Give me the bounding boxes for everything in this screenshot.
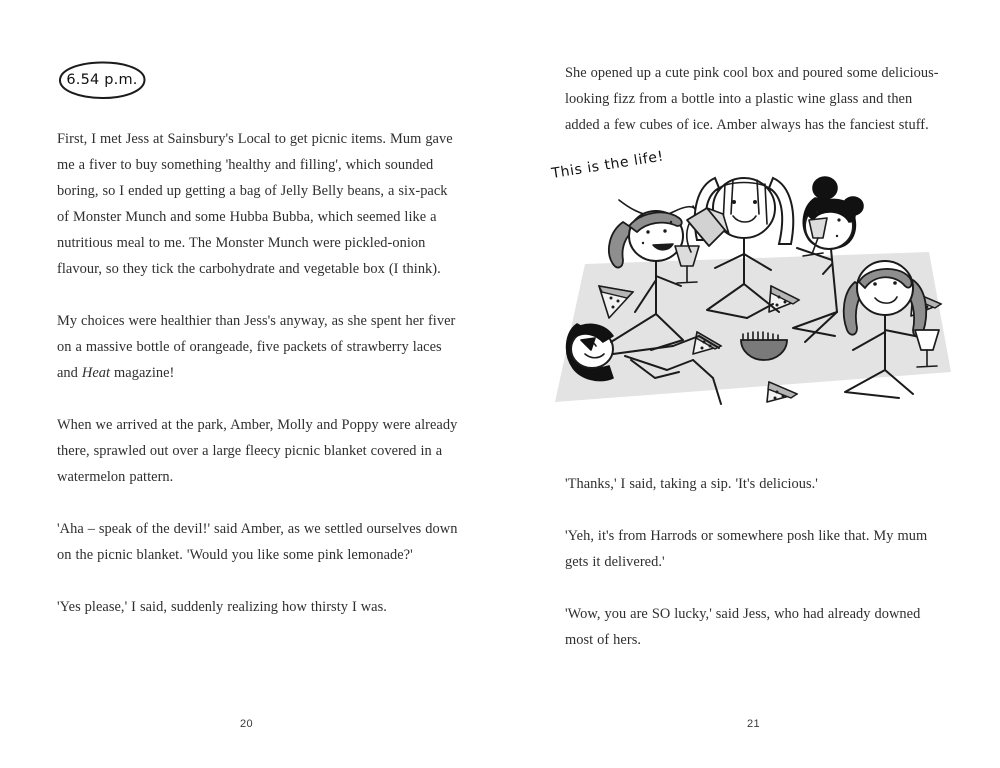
- paragraph: 'Thanks,' I said, taking a sip. 'It's delicious.': [565, 476, 818, 492]
- paragraph: 'Yeh, it's from Harrods or somewhere posh like that. My mum gets it delivered.': [565, 528, 928, 570]
- right-page: [500, 0, 1000, 768]
- paragraph: When we arrived at the park, Amber, Molly and Poppy were already there, sprawled out over a large fleecy picnic blanket covered in a watermelon pattern.: [57, 417, 458, 485]
- paragraph-text-before: My choices were healthier than Jess's anyway, as she spent her fiver on a massive bottle of orangeade, five packets of strawberry laces and: [57, 313, 456, 381]
- time-stamp-bubble: [57, 60, 147, 100]
- page-number-left: 20: [240, 718, 254, 730]
- magazine-title: Heat: [81, 365, 111, 381]
- paragraph: 'Yes please,' I said, suddenly realizing how thirsty I was.: [57, 599, 387, 615]
- left-page-column: [57, 0, 458, 700]
- paragraph: 'Wow, you are SO lucky,' said Jess, who had already downed most of hers.: [565, 606, 921, 648]
- picnic-illustration: [547, 148, 967, 449]
- paragraph: First, I met Jess at Sainsbury's Local to get picnic items. Mum gave me a fiver to buy something 'healthy and filling', which sounded boring, so I ended up getting a bag of Jelly Belly beans, a six-pack of Monster Munch and some Hubba Bubba, which seemed like a nutritious meal to me. The Monster Munch were pickled-onion flavour, so they tick the carbohydrate and vegetable box (I think).: [57, 131, 453, 277]
- handwritten-caption: This is the life!: [550, 148, 665, 182]
- paragraph-with-italic: [57, 308, 458, 386]
- right-page-column: [550, 0, 948, 700]
- picnic-scene-svg: [547, 164, 967, 449]
- watermelon-slice: [767, 382, 797, 402]
- paragraph-text-after: magazine!: [110, 365, 175, 381]
- page-number-right: 21: [747, 718, 761, 730]
- paragraph: She opened up a cute pink cool box and poured some delicious-looking fizz from a bottle into a plastic wine glass and then added a few cubes of ice. Amber always has the fanciest stuff.: [565, 65, 939, 133]
- time-stamp-text: 6.54 p.m.: [66, 72, 138, 88]
- paragraph: 'Aha – speak of the devil!' said Amber, as we settled ourselves down on the picnic blanket. 'Would you like some pink lemonade?': [57, 521, 458, 563]
